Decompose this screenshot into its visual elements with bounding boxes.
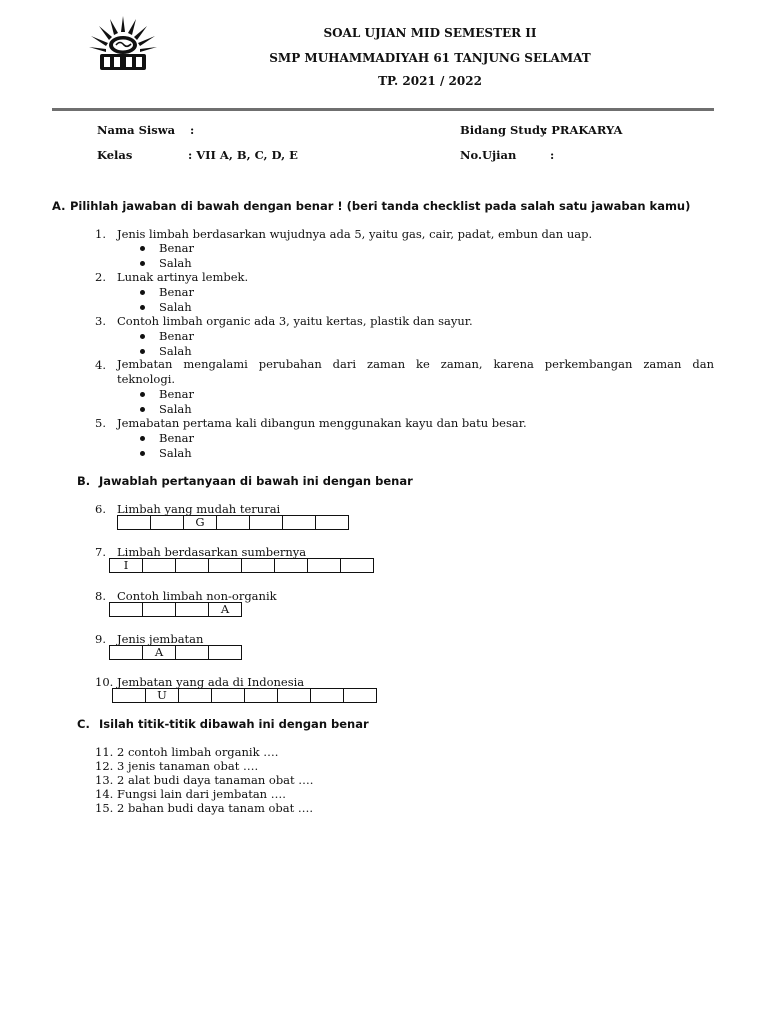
section-b-title: Jawablah pertanyaan di bawah ini dengan benar: [99, 474, 413, 488]
answer-cell[interactable]: [179, 688, 212, 703]
answer-cell[interactable]: [143, 558, 176, 573]
bullet-icon: [140, 451, 145, 456]
question-number: 13.: [95, 773, 114, 787]
answer-cell[interactable]: [176, 645, 209, 660]
question-number: 10.: [95, 675, 114, 689]
question-text: Jemabatan pertama kali dibangun menggunakan kayu dan batu besar.: [117, 416, 527, 430]
question-text: Fungsi lain dari jembatan ….: [117, 787, 286, 801]
question-number: 5.: [95, 416, 106, 430]
nama-siswa-label: Nama Siswa: [97, 123, 176, 137]
header-year: TP. 2021 / 2022: [378, 74, 482, 88]
option-salah[interactable]: Salah: [140, 446, 192, 460]
nama-siswa-colon: :: [190, 123, 195, 137]
section-c-letter: C.: [77, 717, 90, 731]
answer-cell[interactable]: [217, 515, 250, 530]
answer-cell[interactable]: [151, 515, 184, 530]
question-number: 2.: [95, 270, 106, 284]
question-number: 15.: [95, 801, 114, 815]
bullet-icon: [140, 261, 145, 266]
option-salah[interactable]: Salah: [140, 402, 192, 416]
question-number: 11.: [95, 745, 114, 759]
answer-cell[interactable]: [311, 688, 344, 703]
bullet-icon: [140, 290, 145, 295]
answer-cell[interactable]: [143, 602, 176, 617]
question-text: 3 jenis tanaman obat ….: [117, 759, 259, 773]
kelas-value: : VII A, B, C, D, E: [188, 148, 298, 162]
option-benar[interactable]: Benar: [140, 387, 194, 401]
question-number: 14.: [95, 787, 114, 801]
answer-cell[interactable]: G: [184, 515, 217, 530]
bidang-study-value: : PRAKARYA: [543, 123, 623, 137]
header-divider: [52, 108, 714, 111]
answer-cell[interactable]: [341, 558, 374, 573]
bullet-icon: [140, 334, 145, 339]
option-benar[interactable]: Benar: [140, 431, 194, 445]
answer-cell[interactable]: [278, 688, 311, 703]
answer-cell[interactable]: [109, 645, 143, 660]
section-a-title: Pilihlah jawaban di bawah dengan benar ! (beri tanda checklist pada salah satu jawaban kamu): [70, 199, 691, 213]
answer-cell[interactable]: I: [109, 558, 143, 573]
answer-grid: [109, 602, 242, 617]
question-number: 8.: [95, 589, 106, 603]
question-text: Jembatan mengalami perubahan dari zaman ke zaman, karena perkembangan zaman dan: [117, 357, 714, 371]
bullet-icon: [140, 305, 145, 310]
question-number: 1.: [95, 227, 106, 241]
question-text: Contoh limbah non-organik: [117, 589, 277, 603]
answer-cell[interactable]: [344, 688, 377, 703]
question-text: Limbah berdasarkan sumbernya: [117, 545, 307, 559]
question-text: Contoh limbah organic ada 3, yaitu kertas, plastik dan sayur.: [117, 314, 473, 328]
answer-cell[interactable]: [209, 645, 242, 660]
section-c-title: Isilah titik-titik dibawah ini dengan benar: [99, 717, 369, 731]
no-ujian-label: No.Ujian: [460, 148, 517, 162]
no-ujian-colon: :: [550, 148, 555, 162]
question-text: 2 contoh limbah organik ….: [117, 745, 279, 759]
bullet-icon: [140, 407, 145, 412]
answer-cell[interactable]: A: [209, 602, 242, 617]
answer-grid: [112, 688, 377, 703]
answer-cell[interactable]: [209, 558, 242, 573]
answer-cell[interactable]: U: [146, 688, 179, 703]
bullet-icon: [140, 246, 145, 251]
option-salah[interactable]: Salah: [140, 300, 192, 314]
option-benar[interactable]: Benar: [140, 285, 194, 299]
muhammadiyah-logo: [88, 14, 158, 72]
question-number: 6.: [95, 502, 106, 516]
answer-cell[interactable]: [316, 515, 349, 530]
header-school: SMP MUHAMMADIYAH 61 TANJUNG SELAMAT: [269, 51, 591, 65]
answer-cell[interactable]: [242, 558, 275, 573]
question-number: 7.: [95, 545, 106, 559]
header-title: SOAL UJIAN MID SEMESTER II: [323, 26, 537, 40]
kelas-label: Kelas: [97, 148, 133, 162]
question-number: 9.: [95, 632, 106, 646]
bullet-icon: [140, 392, 145, 397]
question-text: 2 alat budi daya tanaman obat ….: [117, 773, 314, 787]
question-text: Jenis limbah berdasarkan wujudnya ada 5, yaitu gas, cair, padat, embun dan uap.: [117, 227, 593, 241]
section-b-letter: B.: [77, 474, 91, 488]
question-number: 3.: [95, 314, 106, 328]
bullet-icon: [140, 349, 145, 354]
answer-cell[interactable]: A: [143, 645, 176, 660]
answer-cell[interactable]: [109, 602, 143, 617]
answer-cell[interactable]: [283, 515, 316, 530]
answer-cell[interactable]: [112, 688, 146, 703]
question-text-continuation: teknologi.: [117, 372, 176, 386]
question-number: 4.: [95, 358, 106, 372]
option-salah[interactable]: Salah: [140, 344, 192, 358]
answer-cell[interactable]: [308, 558, 341, 573]
question-text: Lunak artinya lembek.: [117, 270, 249, 284]
answer-cell[interactable]: [176, 558, 209, 573]
answer-cell[interactable]: [275, 558, 308, 573]
answer-cell[interactable]: [212, 688, 245, 703]
section-a-letter: A.: [52, 199, 66, 213]
answer-cell[interactable]: [245, 688, 278, 703]
answer-cell[interactable]: [176, 602, 209, 617]
question-text: Jenis jembatan: [117, 632, 204, 646]
answer-grid: [117, 515, 349, 530]
answer-grid: [109, 645, 242, 660]
option-benar[interactable]: Benar: [140, 329, 194, 343]
option-salah[interactable]: Salah: [140, 256, 192, 270]
bullet-icon: [140, 436, 145, 441]
question-number: 12.: [95, 759, 114, 773]
answer-cell[interactable]: [250, 515, 283, 530]
bidang-study-label: Bidang Study: [460, 123, 547, 137]
answer-grid: [109, 558, 374, 573]
question-text: Limbah yang mudah terurai: [117, 502, 281, 516]
option-benar[interactable]: Benar: [140, 241, 194, 255]
question-text: 2 bahan budi daya tanam obat ….: [117, 801, 314, 815]
question-text: Jembatan yang ada di Indonesia: [117, 675, 305, 689]
answer-cell[interactable]: [117, 515, 151, 530]
